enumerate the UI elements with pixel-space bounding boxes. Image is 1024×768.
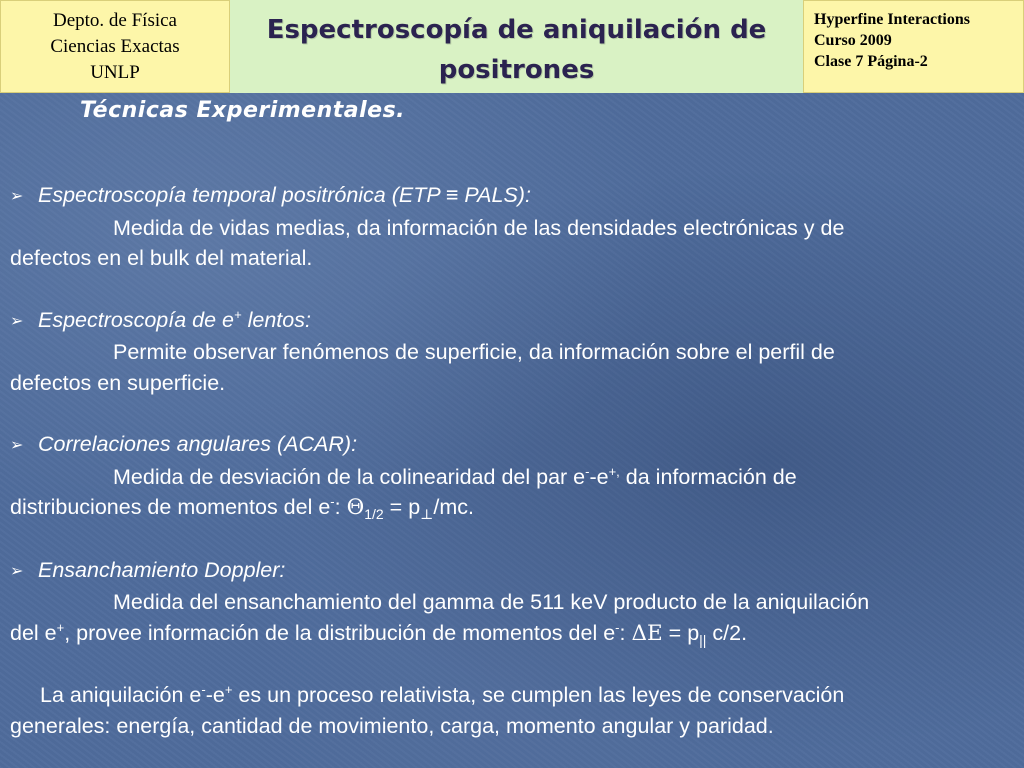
closing-text-mid: -e <box>205 683 225 707</box>
course-info-line-2: Curso 2009 <box>814 32 892 49</box>
electron-charge: - <box>615 619 620 635</box>
theta-symbol: Θ <box>346 495 365 520</box>
positron-charge: + <box>224 682 233 697</box>
department-box <box>0 0 230 93</box>
slide-header <box>0 0 1024 95</box>
list-item-etp <box>10 180 1010 274</box>
item-text: Medida de desviación de la colinearidad del par e <box>113 464 586 489</box>
theta-subscript: 1/2 <box>364 506 384 522</box>
item-text-cont: defectos en el bulk del material. <box>10 246 313 270</box>
separator: : <box>334 495 347 519</box>
course-info-line-1: Hyperfine Interactions <box>814 11 970 28</box>
slide-title-line-1: Espectroscopía de aniquilación de <box>266 15 767 45</box>
item-title: Espectroscopía de e <box>38 307 235 332</box>
slide-title-box <box>230 0 803 93</box>
item-text-mid: , provee información de la distribución de momentos del e <box>64 620 616 645</box>
item-text-mid: -e <box>589 464 609 489</box>
list-item-acar <box>10 429 1010 524</box>
list-item-doppler <box>10 555 1010 650</box>
item-text-cont: distribuciones de momentos del e <box>10 495 331 519</box>
list-item-slow-positrons <box>10 305 1010 399</box>
item-text-cont: defectos en superficie. <box>10 370 226 395</box>
arrowhead-icon: ➢ <box>10 562 24 580</box>
slide-body <box>10 180 1010 741</box>
parallel-subscript: || <box>699 631 707 648</box>
slide-title-line-2: positrones <box>438 55 595 85</box>
item-title: Espectroscopía temporal positrónica (ETP ≡ PALS): <box>38 183 531 207</box>
course-info-line-3: Clase 7 Página-2 <box>814 53 928 70</box>
item-title: Ensanchamiento Doppler: <box>38 557 286 582</box>
closing-text: La aniquilación e <box>40 683 202 707</box>
section-title: Técnicas Experimentales. <box>80 98 406 123</box>
closing-paragraph <box>10 680 1010 741</box>
item-text: Medida del ensanchamiento del gamma de 511 keV producto de la aniquilación <box>113 590 870 614</box>
item-text-cont: del e <box>10 620 57 645</box>
department-line-2: Ciencias Exactas <box>50 36 180 57</box>
item-title: Correlaciones angulares (ACAR): <box>38 432 358 456</box>
arrowhead-icon: ➢ <box>10 437 24 454</box>
department-line-3: UNLP <box>90 62 140 83</box>
item-text: Medida de vidas medias, da información de las densidades electrónicas y de <box>113 215 845 240</box>
arrowhead-icon: ➢ <box>10 188 24 205</box>
electron-charge: - <box>330 494 335 509</box>
equation: = p <box>383 495 421 519</box>
positron-charge: +, <box>608 463 620 479</box>
electron-charge: - <box>585 463 590 479</box>
equation-end: c/2. <box>706 620 748 645</box>
item-text-end: da información de <box>619 464 797 489</box>
delta-energy-symbol: ΔE <box>631 620 663 646</box>
item-title-end: lentos: <box>241 307 311 332</box>
item-text: Permite observar fenómenos de superficie, da información sobre el perfil de <box>113 340 835 364</box>
separator: : <box>619 620 632 645</box>
electron-charge: - <box>201 682 206 697</box>
perp-subscript: ⊥ <box>420 507 434 523</box>
closing-line-2: generales: energía, cantidad de movimiento, carga, momento angular y paridad. <box>10 713 774 738</box>
equation: = p <box>662 620 700 645</box>
positron-charge: + <box>56 619 65 635</box>
arrowhead-icon: ➢ <box>10 312 24 330</box>
positron-charge: + <box>234 306 242 322</box>
course-info-box <box>803 0 1024 93</box>
closing-text-end: es un proceso relativista, se cumplen las leyes de conservación <box>232 683 845 707</box>
department-line-1: Depto. de Física <box>52 10 177 31</box>
equation-end: /mc. <box>433 495 474 519</box>
